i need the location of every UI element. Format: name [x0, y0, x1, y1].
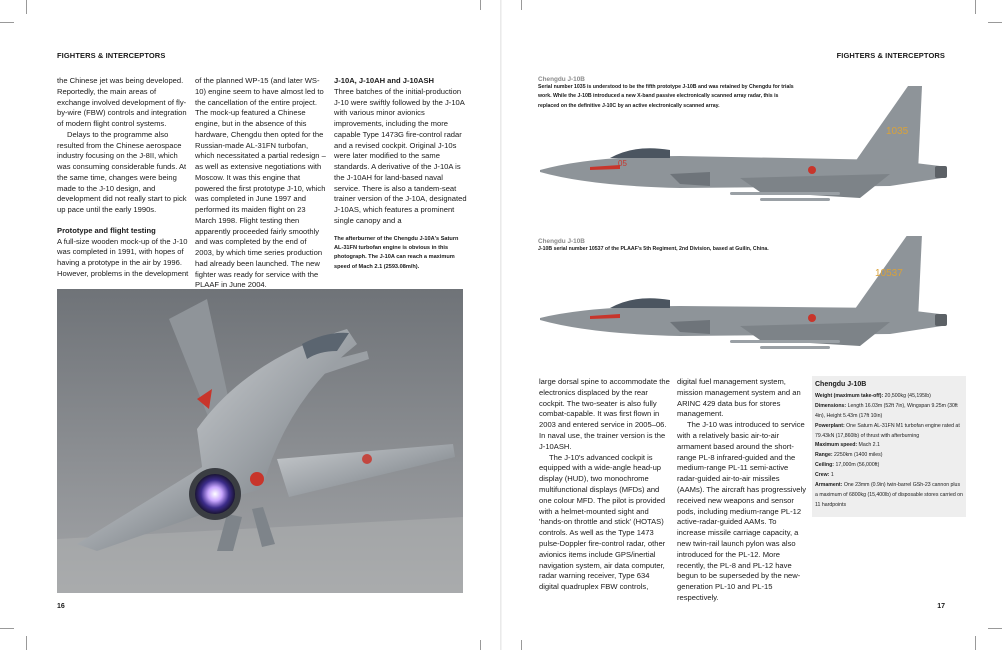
spec-row	[815, 481, 963, 511]
j10b-side-profile-1035	[530, 74, 956, 214]
photo-caption: The afterburner of the Chengdu J-10A's Saturn AL-31FN turbofan engine is obvious in this photograph. The J-10A can reach a maximum speed of Mach 2.1 (2593.08m/h).	[334, 235, 459, 270]
spec-label: Range:	[815, 452, 833, 459]
spec-label: Ceiling:	[815, 462, 835, 469]
text-column-3	[334, 76, 467, 272]
spec-list	[815, 392, 963, 511]
tail-serial: 10537	[875, 268, 903, 279]
running-head-right: FIGHTERS & INTERCEPTORS	[836, 51, 945, 60]
profile-title: Chengdu J-10B	[538, 238, 585, 245]
specifications-box	[812, 376, 966, 517]
paragraph: A full-size wooden mock-up of the J-10 was completed in 1991, with hopes of having a prototype in the air by 1996. However, problems in the development	[57, 236, 189, 278]
page-number-left: 16	[57, 603, 65, 610]
crop-mark	[26, 636, 27, 650]
spec-row	[815, 471, 963, 481]
spec-value: One 23mm (0.9in) twin-barrel GSh-23 cannon plus a maximum of 6800kg (15,400lb) of disposable stores carried on 11 hardpoints	[815, 482, 963, 508]
j10a-photo	[57, 289, 463, 593]
aircraft-profile-1	[530, 74, 956, 214]
subheading: J-10A, J-10AH and J-10ASH	[334, 76, 435, 85]
spec-label: Dimensions:	[815, 402, 847, 409]
spec-value: Mach 2.1	[858, 442, 880, 449]
j10a-aircraft-illustration	[57, 289, 463, 593]
spec-value: 20,500kg (45,195lb)	[884, 392, 931, 399]
text-column-4	[539, 377, 670, 593]
profile-description: Serial number 1035 is understood to be the fifth prototype J-10B and was retained by Chengdu for trials work. While the J-10B introduced a new X-band passive electronically scanned array radar, this is replaced on the definitive J-10C by an active electronically scanned array.	[538, 84, 794, 109]
crop-mark	[26, 0, 27, 14]
paragraph: Delays to the programme also resulted from the Chinese aerospace industry focusing on the J-8II, which was consuming considerable funds. At the same time, changes were being made to the J-10 design, and development did not really start to pick up pace until the early 1990s.	[57, 129, 187, 214]
paragraph: of the planned WP-15 (and later WS-10) engine seem to have almost led to the cancellation of the entire project. The mock-up featured a Chinese engine, but in the absence of this hardware, Chengdu then opted for the Russian-made AL-31FN turbofan, which necessitated a partial redesign – as well as extensive negotiations with Moscow. It was this engine that powered the first prototype J-10, which was completed in June 1997 and performed its maiden flight on 23 March 1998. Flight testing then apparently proceeded fairly smoothly and was completed by the end of 2003, by which time series production had already been launched. The new fighter was ready for service with the PLAAF in June 2004.	[195, 76, 326, 290]
aircraft-profile-2	[530, 236, 956, 368]
crop-mark	[975, 0, 976, 14]
page-number-right: 17	[937, 603, 945, 610]
crop-mark	[988, 22, 1002, 23]
spec-title: Chengdu J-10B	[815, 381, 867, 388]
subheading: Prototype and flight testing	[57, 225, 156, 235]
spec-row	[815, 392, 963, 402]
spec-row	[815, 402, 963, 422]
spec-value: One Saturn AL-31FN M1 turbofan engine rated at 79.43kN (17,860lb) of thrust with afterburning	[815, 422, 960, 439]
tail-serial: 1035	[886, 126, 909, 137]
crop-mark	[521, 640, 522, 650]
paragraph: Three batches of the initial-production J-10 were swiftly followed by the J-10A with various minor avionics improvements, including the more capable Type 1473G fire-control radar and a revised cockpit. Original J-10s were later modified to the same standards. A derivative of the J-10A is the J-10AH for land-based naval service. There is also a tandem-seat trainer version of the J-10A, designated J-10AS, which features a prominent single canopy and a	[334, 86, 467, 225]
spec-label: Weight (maximum take-off):	[815, 392, 884, 399]
spec-row	[815, 451, 963, 461]
spec-label: Crew:	[815, 472, 830, 479]
spec-value: Length 16.03m (52ft 7in), Wingspan 9.25m (30ft 4in), Height 5.43m (17ft 10in)	[815, 402, 958, 419]
spec-row	[815, 422, 963, 442]
crop-mark	[521, 0, 522, 10]
paragraph: large dorsal spine to accommodate the electronics displaced by the rear cockpit. The two-seater is also fully combat-capable. It was first flown in 2003 and entered service in 2005–06. In naval use, the trainer version is the J-10ASH.	[539, 377, 670, 451]
profile-description: J-10B serial number 10537 of the PLAAF's 5th Regiment, 2nd Division, based at Guilin, China.	[538, 246, 769, 252]
spec-label: Armament:	[815, 482, 843, 489]
nose-number: 05	[618, 159, 627, 168]
spec-value: 17,000m (56,000ft)	[835, 462, 880, 469]
spec-row	[815, 461, 963, 471]
crop-mark	[988, 628, 1002, 629]
paragraph: the Chinese jet was being developed. Reportedly, the main areas of exchange involved development of fly-by-wire (FBW) controls and integration of modern flight control systems.	[57, 76, 187, 128]
crop-mark	[0, 22, 14, 23]
crop-mark	[0, 628, 14, 629]
spec-label: Powerplant:	[815, 422, 845, 429]
j10b-side-profile-10537	[530, 236, 956, 368]
text-column-1	[57, 76, 189, 280]
spec-value: 1	[830, 472, 834, 479]
text-column-2	[195, 76, 326, 291]
text-column-5	[677, 377, 807, 604]
spec-value: 2250km (1400 miles)	[834, 452, 883, 459]
running-head-left: FIGHTERS & INTERCEPTORS	[57, 51, 166, 60]
spread-gutter	[500, 0, 502, 650]
crop-mark	[480, 0, 481, 10]
paragraph: The J-10's advanced cockpit is equipped with a wide-angle head-up display (HUD), two monochrome multifunctional displays (MFDs) and one colour MFD. The pilot is provided with a helmet-mounted sight and 'hands-on throttle and stick' (HOTAS) controls. As well as the Type 1473 pulse-Doppler fire-control radar, other avionics items include GPS/inertial navigation system, air data computer, radar warning receiver, Type 634 digital quadruplex FBW controls,	[539, 452, 666, 592]
paragraph: The J-10 was introduced to service with a relatively basic air-to-air armament based around the short-range PL-8 infrared-guided and the medium-range PL-11 semi-active radar-guided air-to-air missiles (AAMs). The aircraft has progressively received new weapons and sensor pods, including medium-range PL-12 active-radar-guided AAMs. To increase missile carriage capacity, a new twin-rail launch pylon was also introduced for the PL-12. More recently, the PL-8 and PL-12 have begun to be superseded by the new-generation PL-10 and PL-15 respectively.	[677, 420, 806, 602]
spec-row	[815, 441, 963, 451]
spec-label: Maximum speed:	[815, 442, 858, 449]
profile-title: Chengdu J-10B	[538, 76, 585, 83]
paragraph: digital fuel management system, mission management system and an ARINC 429 data bus for stores management.	[677, 377, 801, 419]
crop-mark	[975, 636, 976, 650]
crop-mark	[480, 640, 481, 650]
